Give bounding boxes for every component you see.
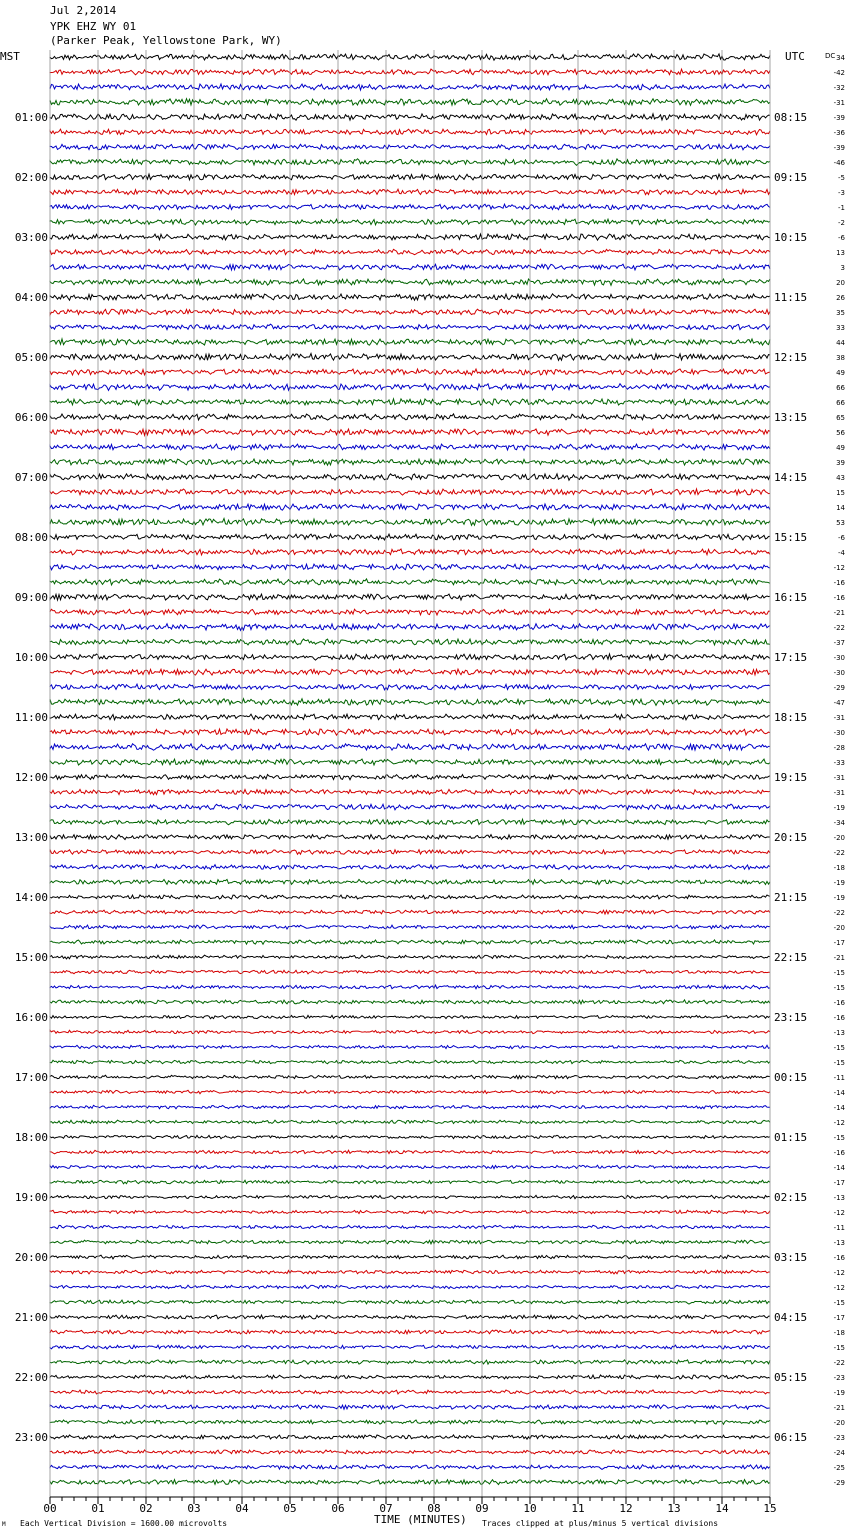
trace-line-56 — [50, 895, 770, 899]
trace-line-50 — [50, 804, 770, 810]
right-hour-label: 10:15 — [774, 231, 808, 244]
trace-line-61 — [50, 970, 770, 974]
right-hour-label: 15:15 — [774, 531, 808, 544]
dc-offset-label: -34 — [833, 819, 845, 827]
left-hour-label: 14:00 — [14, 891, 48, 904]
trace-line-86 — [50, 1345, 770, 1349]
dc-offset-label: -13 — [833, 1239, 845, 1247]
dc-offset-label: -4 — [838, 549, 845, 557]
dc-offset-label: 34 — [836, 54, 845, 62]
trace-line-43 — [50, 699, 770, 706]
right-hour-label: 23:15 — [774, 1011, 808, 1024]
trace-line-11 — [50, 219, 770, 225]
trace-line-81 — [50, 1270, 770, 1274]
x-tick-label: 09 — [475, 1502, 489, 1515]
trace-line-64 — [50, 1015, 770, 1018]
trace-line-88 — [50, 1375, 770, 1379]
trace-line-78 — [50, 1225, 770, 1229]
trace-line-52 — [50, 835, 770, 840]
dc-offset-label: 3 — [840, 264, 845, 272]
trace-line-59 — [50, 940, 770, 944]
dc-offset-label: -31 — [833, 99, 845, 107]
dc-offset-label: -28 — [833, 744, 845, 752]
right-hour-label: 00:15 — [774, 1071, 808, 1084]
scale-note: Each Vertical Division = 1600.00 microvolts — [20, 1519, 228, 1528]
trace-line-49 — [50, 789, 770, 795]
trace-line-54 — [50, 865, 770, 870]
trace-line-68 — [50, 1075, 770, 1079]
trace-line-25 — [50, 429, 770, 435]
right-hour-label: 05:15 — [774, 1371, 808, 1384]
x-tick-label: 10 — [523, 1502, 537, 1515]
dc-offset-label: 44 — [836, 339, 845, 347]
x-axis-title: TIME (MINUTES) — [374, 1513, 467, 1526]
trace-line-94 — [50, 1465, 770, 1470]
trace-line-58 — [50, 925, 770, 929]
dc-offset-label: -15 — [833, 1134, 845, 1142]
trace-line-16 — [50, 294, 770, 300]
dc-offset-label: 65 — [836, 414, 845, 422]
dc-offset-label: -25 — [833, 1464, 845, 1472]
dc-offset-label: -15 — [833, 1044, 845, 1052]
dc-offset-label: -20 — [833, 1419, 845, 1427]
trace-group — [50, 54, 770, 1485]
right-hour-label: 01:15 — [774, 1131, 808, 1144]
title-station: YPK EHZ WY 01 — [50, 20, 137, 33]
dc-offset-label: -15 — [833, 1299, 845, 1307]
trace-line-6 — [50, 144, 770, 150]
left-hour-label: 07:00 — [14, 471, 48, 484]
trace-line-93 — [50, 1450, 770, 1454]
dc-offset-label: -16 — [833, 1014, 845, 1022]
x-tick-label: 05 — [283, 1502, 297, 1515]
right-hour-label: 16:15 — [774, 591, 808, 604]
dc-offset-label: -13 — [833, 1029, 845, 1037]
trace-line-38 — [50, 624, 770, 631]
dc-offset-label: 49 — [836, 369, 845, 377]
x-tick-label: 08 — [427, 1502, 441, 1515]
dc-offset-label: -6 — [838, 534, 845, 542]
dc-offset-label: -3 — [838, 189, 845, 197]
trace-line-40 — [50, 654, 770, 660]
dc-offset-label: -14 — [833, 1164, 845, 1172]
dc-offset-label: -14 — [833, 1089, 845, 1097]
trace-line-73 — [50, 1150, 770, 1154]
dc-offset-label: -12 — [833, 1284, 845, 1292]
trace-line-20 — [50, 354, 770, 361]
dc-offset-label: -30 — [833, 729, 845, 737]
dc-offset-label: -19 — [833, 879, 845, 887]
dc-offset-label: -37 — [833, 639, 845, 647]
dc-offset-label: -16 — [833, 1149, 845, 1157]
trace-line-82 — [50, 1285, 770, 1289]
trace-line-91 — [50, 1420, 770, 1424]
dc-offset-label: -17 — [833, 939, 845, 947]
left-hour-label: 13:00 — [14, 831, 48, 844]
dc-offset-label: 15 — [836, 489, 845, 497]
left-hour-label: 23:00 — [14, 1431, 48, 1444]
dc-offset-label: -39 — [833, 114, 845, 122]
dc-offset-label: -15 — [833, 984, 845, 992]
dc-offset-label: -23 — [833, 1434, 845, 1442]
left-hour-label: 03:00 — [14, 231, 48, 244]
trace-line-74 — [50, 1165, 770, 1169]
trace-line-89 — [50, 1390, 770, 1394]
x-tick-label: 13 — [667, 1502, 681, 1515]
trace-line-17 — [50, 309, 770, 315]
trace-line-39 — [50, 639, 770, 645]
small-mark: M — [2, 1521, 6, 1528]
dc-offset-label: -13 — [833, 1194, 845, 1202]
dc-offset-label: -31 — [833, 789, 845, 797]
trace-line-48 — [50, 775, 770, 780]
dc-offset-label: -29 — [833, 1479, 845, 1487]
trace-line-90 — [50, 1405, 770, 1409]
right-hour-label: 14:15 — [774, 471, 808, 484]
left-hour-label: 01:00 — [14, 111, 48, 124]
dc-offset-label: -21 — [833, 609, 845, 617]
title-location: (Parker Peak, Yellowstone Park, WY) — [50, 34, 282, 47]
dc-offset-label: -22 — [833, 624, 845, 632]
dc-offset-label: -24 — [833, 1449, 845, 1457]
trace-line-66 — [50, 1045, 770, 1048]
dc-offset-label: -22 — [833, 1359, 845, 1367]
trace-line-30 — [50, 504, 770, 510]
right-hour-label: 12:15 — [774, 351, 808, 364]
left-hour-label: 15:00 — [14, 951, 48, 964]
dc-offset-label: -18 — [833, 1329, 845, 1337]
left-hour-label: 17:00 — [14, 1071, 48, 1084]
dc-offset-label: -16 — [833, 579, 845, 587]
trace-line-26 — [50, 444, 770, 450]
dc-offset-label: 49 — [836, 444, 845, 452]
trace-line-5 — [50, 129, 770, 135]
trace-line-75 — [50, 1180, 770, 1184]
x-tick-label: 01 — [91, 1502, 105, 1515]
left-hour-label: 08:00 — [14, 531, 48, 544]
trace-line-14 — [50, 264, 770, 270]
trace-line-85 — [50, 1330, 770, 1334]
dc-offset-label: 66 — [836, 384, 845, 392]
trace-line-84 — [50, 1315, 770, 1319]
trace-line-79 — [50, 1240, 770, 1244]
right-hour-label: 18:15 — [774, 711, 808, 724]
dc-offset-label: -19 — [833, 1389, 845, 1397]
right-hour-label: 08:15 — [774, 111, 808, 124]
left-hour-label: 18:00 — [14, 1131, 48, 1144]
x-tick-label: 00 — [43, 1502, 57, 1515]
trace-line-76 — [50, 1195, 770, 1199]
trace-line-71 — [50, 1120, 770, 1124]
dc-offset-label: 35 — [836, 309, 845, 317]
x-tick-label: 04 — [235, 1502, 249, 1515]
trace-line-3 — [50, 99, 770, 106]
trace-line-2 — [50, 84, 770, 90]
dc-offset-label: -18 — [833, 864, 845, 872]
dc-offset-label: 14 — [836, 504, 845, 512]
trace-line-4 — [50, 114, 770, 120]
dc-offset-label: -29 — [833, 684, 845, 692]
trace-line-23 — [50, 399, 770, 405]
trace-line-27 — [50, 459, 770, 465]
right-hour-label: 13:15 — [774, 411, 808, 424]
trace-line-33 — [50, 549, 770, 555]
dc-offset-label: 20 — [836, 279, 845, 287]
dc-offset-label: 56 — [836, 429, 845, 437]
dc-offset-label: 43 — [836, 474, 845, 482]
dc-offset-label: 39 — [836, 459, 845, 467]
dc-column-label: DC — [825, 52, 836, 60]
trace-line-95 — [50, 1480, 770, 1485]
trace-line-42 — [50, 684, 770, 690]
dc-offset-label: -39 — [833, 144, 845, 152]
right-hour-label: 04:15 — [774, 1311, 808, 1324]
right-hour-label: 09:15 — [774, 171, 808, 184]
trace-line-10 — [50, 204, 770, 210]
x-tick-label: 15 — [763, 1502, 777, 1515]
x-tick-label: 12 — [619, 1502, 633, 1515]
dc-offset-label: -17 — [833, 1314, 845, 1322]
trace-line-12 — [50, 234, 770, 240]
dc-offset-label: -12 — [833, 1269, 845, 1277]
trace-line-22 — [50, 384, 770, 391]
right-hour-label: 02:15 — [774, 1191, 808, 1204]
dc-offset-label: 38 — [836, 354, 845, 362]
trace-line-24 — [50, 414, 770, 420]
trace-line-34 — [50, 564, 770, 570]
dc-offset-label: -1 — [838, 204, 845, 212]
trace-line-41 — [50, 669, 770, 675]
trace-line-62 — [50, 985, 770, 989]
dc-offset-label: -20 — [833, 924, 845, 932]
trace-line-21 — [50, 369, 770, 375]
trace-line-36 — [50, 594, 770, 600]
trace-line-29 — [50, 489, 770, 495]
x-tick-label: 03 — [187, 1502, 201, 1515]
left-hour-label: 06:00 — [14, 411, 48, 424]
trace-line-37 — [50, 609, 770, 615]
dc-offset-label: -6 — [838, 234, 845, 242]
left-hour-label: 16:00 — [14, 1011, 48, 1024]
right-hour-label: 03:15 — [774, 1251, 808, 1264]
right-hour-label: 22:15 — [774, 951, 808, 964]
right-hour-label: 11:15 — [774, 291, 808, 304]
dc-offset-label: 26 — [836, 294, 845, 302]
dc-offset-label: -33 — [833, 759, 845, 767]
dc-offset-label: -22 — [833, 909, 845, 917]
dc-offset-label: -2 — [838, 219, 845, 227]
dc-offset-label: -32 — [833, 84, 845, 92]
x-tick-label: 11 — [571, 1502, 585, 1515]
trace-line-15 — [50, 279, 770, 285]
left-hour-label: 04:00 — [14, 291, 48, 304]
dc-offset-label: -12 — [833, 564, 845, 572]
trace-line-53 — [50, 850, 770, 855]
x-tick-label: 06 — [331, 1502, 345, 1515]
trace-line-67 — [50, 1060, 770, 1063]
trace-line-28 — [50, 474, 770, 480]
trace-line-32 — [50, 534, 770, 540]
x-tick-label: 02 — [139, 1502, 153, 1515]
dc-offset-labels — [834, 54, 846, 1487]
trace-line-72 — [50, 1135, 770, 1138]
dc-offset-label: -15 — [833, 969, 845, 977]
trace-line-8 — [50, 174, 770, 180]
trace-line-55 — [50, 879, 770, 884]
dc-offset-label: -21 — [833, 954, 845, 962]
left-hour-label: 12:00 — [14, 771, 48, 784]
trace-line-51 — [50, 819, 770, 825]
dc-offset-label: -16 — [833, 999, 845, 1007]
right-timezone-label: UTC — [785, 50, 805, 63]
trace-line-31 — [50, 519, 770, 526]
dc-offset-label: -14 — [833, 1104, 845, 1112]
trace-line-1 — [50, 69, 770, 75]
trace-line-35 — [50, 579, 770, 585]
left-hour-label: 02:00 — [14, 171, 48, 184]
dc-offset-label: -19 — [833, 804, 845, 812]
trace-line-60 — [50, 955, 770, 959]
dc-offset-label: -36 — [833, 129, 845, 137]
dc-offset-label: -5 — [838, 174, 845, 182]
left-hour-label: 20:00 — [14, 1251, 48, 1264]
trace-line-80 — [50, 1255, 770, 1259]
dc-offset-label: 53 — [836, 519, 845, 527]
dc-offset-label: -17 — [833, 1179, 845, 1187]
dc-offset-label: -15 — [833, 1059, 845, 1067]
left-hour-label: 19:00 — [14, 1191, 48, 1204]
trace-line-70 — [50, 1105, 770, 1109]
dc-offset-label: -15 — [833, 1344, 845, 1352]
dc-offset-label: -12 — [833, 1119, 845, 1127]
dc-offset-label: -47 — [833, 699, 845, 707]
dc-offset-label: -30 — [833, 654, 845, 662]
right-hour-label: 06:15 — [774, 1431, 808, 1444]
trace-line-63 — [50, 1000, 770, 1004]
trace-line-87 — [50, 1360, 770, 1364]
x-tick-label: 07 — [379, 1502, 393, 1515]
dc-offset-label: -46 — [833, 159, 845, 167]
right-hour-label: 19:15 — [774, 771, 808, 784]
dc-offset-label: -16 — [833, 594, 845, 602]
trace-line-92 — [50, 1435, 770, 1439]
dc-offset-label: -21 — [833, 1404, 845, 1412]
dc-offset-label: -31 — [833, 714, 845, 722]
right-hour-label: 20:15 — [774, 831, 808, 844]
trace-line-46 — [50, 744, 770, 751]
trace-line-18 — [50, 324, 770, 330]
left-hour-label: 22:00 — [14, 1371, 48, 1384]
dc-offset-label: -19 — [833, 894, 845, 902]
dc-offset-label: -42 — [833, 69, 845, 77]
left-hour-label: 11:00 — [14, 711, 48, 724]
dc-offset-label: -11 — [833, 1224, 845, 1232]
dc-offset-label: -30 — [833, 669, 845, 677]
left-hour-label: 21:00 — [14, 1311, 48, 1324]
left-hour-label: 05:00 — [14, 351, 48, 364]
dc-offset-label: 33 — [836, 324, 845, 332]
trace-line-77 — [50, 1210, 770, 1213]
trace-line-0 — [50, 54, 770, 60]
trace-line-44 — [50, 714, 770, 720]
dc-offset-label: 66 — [836, 399, 845, 407]
dc-offset-label: -16 — [833, 1254, 845, 1262]
dc-offset-label: -31 — [833, 774, 845, 782]
dc-offset-label: 13 — [836, 249, 845, 257]
trace-line-9 — [50, 189, 770, 194]
right-hour-label: 21:15 — [774, 891, 808, 904]
left-hour-label: 09:00 — [14, 591, 48, 604]
trace-line-57 — [50, 910, 770, 914]
title-date: Jul 2,2014 — [50, 4, 117, 17]
left-timezone-label: MST — [0, 50, 20, 63]
trace-line-19 — [50, 339, 770, 345]
trace-line-47 — [50, 759, 770, 765]
trace-line-13 — [50, 249, 770, 255]
dc-offset-label: -20 — [833, 834, 845, 842]
left-hour-label: 10:00 — [14, 651, 48, 664]
trace-line-45 — [50, 729, 770, 735]
right-hour-label: 17:15 — [774, 651, 808, 664]
dc-offset-label: -22 — [833, 849, 845, 857]
trace-line-7 — [50, 159, 770, 166]
trace-line-65 — [50, 1030, 770, 1034]
dc-offset-label: -11 — [833, 1074, 845, 1082]
clip-note: Traces clipped at plus/minus 5 vertical divisions — [482, 1519, 719, 1528]
x-tick-label: 14 — [715, 1502, 729, 1515]
dc-offset-label: -23 — [833, 1374, 845, 1382]
trace-line-83 — [50, 1300, 770, 1304]
trace-line-69 — [50, 1090, 770, 1093]
dc-offset-label: -12 — [833, 1209, 845, 1217]
